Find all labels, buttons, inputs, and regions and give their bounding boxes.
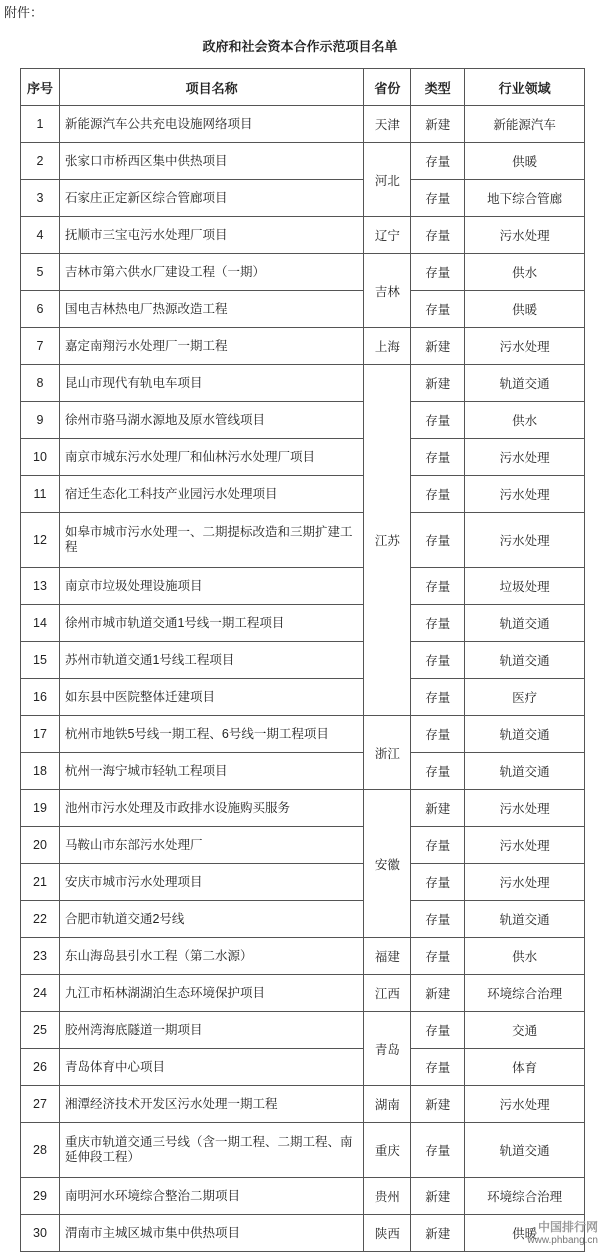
row-type: 存量 <box>411 1012 465 1049</box>
table-row <box>21 1012 585 1049</box>
row-industry: 轨道交通 <box>465 753 585 790</box>
row-type: 新建 <box>411 1086 465 1123</box>
row-project-name: 吉林市第六供水厂建设工程（一期） <box>59 254 363 291</box>
row-seq: 20 <box>21 827 60 864</box>
row-type: 存量 <box>411 642 465 679</box>
header-industry: 行业领域 <box>465 69 585 106</box>
row-seq: 9 <box>21 402 60 439</box>
row-industry: 污水处理 <box>465 790 585 827</box>
row-project-name: 抚顺市三宝屯污水处理厂项目 <box>59 217 363 254</box>
row-type: 存量 <box>411 402 465 439</box>
header-name: 项目名称 <box>59 69 363 106</box>
header-seq: 序号 <box>21 69 60 106</box>
row-project-name: 徐州市骆马湖水源地及原水管线项目 <box>59 402 363 439</box>
table-row <box>21 180 585 217</box>
row-type: 存量 <box>411 716 465 753</box>
row-project-name: 马鞍山市东部污水处理厂 <box>59 827 363 864</box>
row-project-name: 杭州一海宁城市轻轨工程项目 <box>59 753 363 790</box>
row-seq: 22 <box>21 901 60 938</box>
row-province: 重庆 <box>364 1123 411 1178</box>
table-row <box>21 1086 585 1123</box>
row-type: 新建 <box>411 106 465 143</box>
row-seq: 29 <box>21 1178 60 1215</box>
row-type: 存量 <box>411 679 465 716</box>
row-seq: 30 <box>21 1215 60 1252</box>
row-project-name: 杭州市地铁5号线一期工程、6号线一期工程项目 <box>59 716 363 753</box>
table-row <box>21 753 585 790</box>
row-seq: 26 <box>21 1049 60 1086</box>
row-type: 新建 <box>411 365 465 402</box>
row-project-name: 昆山市现代有轨电车项目 <box>59 365 363 402</box>
table-row <box>21 1049 585 1086</box>
row-seq: 2 <box>21 143 60 180</box>
row-industry: 供水 <box>465 254 585 291</box>
row-project-name: 南京市城东污水处理厂和仙林污水处理厂项目 <box>59 439 363 476</box>
row-type: 存量 <box>411 901 465 938</box>
row-project-name: 湘潭经济技术开发区污水处理一期工程 <box>59 1086 363 1123</box>
row-project-name: 东山海岛县引水工程（第二水源） <box>59 938 363 975</box>
row-type: 存量 <box>411 568 465 605</box>
row-type: 存量 <box>411 476 465 513</box>
table-row <box>21 568 585 605</box>
row-project-name: 青岛体育中心项目 <box>59 1049 363 1086</box>
row-type: 新建 <box>411 328 465 365</box>
row-industry: 地下综合管廊 <box>465 180 585 217</box>
table-row <box>21 679 585 716</box>
row-type: 存量 <box>411 439 465 476</box>
row-type: 存量 <box>411 1123 465 1178</box>
row-seq: 21 <box>21 864 60 901</box>
row-industry: 污水处理 <box>465 1086 585 1123</box>
row-seq: 10 <box>21 439 60 476</box>
row-seq: 24 <box>21 975 60 1012</box>
row-seq: 18 <box>21 753 60 790</box>
row-project-name: 南明河水环境综合整治二期项目 <box>59 1178 363 1215</box>
row-province: 上海 <box>364 328 411 365</box>
row-project-name: 重庆市轨道交通三号线（含一期工程、二期工程、南延伸段工程） <box>59 1123 363 1178</box>
row-project-name: 国电吉林热电厂热源改造工程 <box>59 291 363 328</box>
table-row <box>21 365 585 402</box>
row-type: 存量 <box>411 1049 465 1086</box>
row-industry: 污水处理 <box>465 513 585 568</box>
watermark-logo: 中国排行网 <box>537 1220 598 1234</box>
row-province: 贵州 <box>364 1178 411 1215</box>
row-seq: 25 <box>21 1012 60 1049</box>
table-row <box>21 402 585 439</box>
table-row <box>21 217 585 254</box>
row-type: 存量 <box>411 180 465 217</box>
row-industry: 体育 <box>465 1049 585 1086</box>
table-header-row <box>21 69 585 106</box>
row-province: 福建 <box>364 938 411 975</box>
row-project-name: 石家庄正定新区综合管廊项目 <box>59 180 363 217</box>
row-seq: 12 <box>21 513 60 568</box>
row-project-name: 南京市垃圾处理设施项目 <box>59 568 363 605</box>
row-seq: 3 <box>21 180 60 217</box>
header-type: 类型 <box>411 69 465 106</box>
row-industry: 污水处理 <box>465 827 585 864</box>
row-industry: 交通 <box>465 1012 585 1049</box>
row-industry: 污水处理 <box>465 439 585 476</box>
row-type: 存量 <box>411 827 465 864</box>
row-project-name: 如皋市城市污水处理一、二期提标改造和三期扩建工程 <box>59 513 363 568</box>
row-project-name: 胶州湾海底隧道一期项目 <box>59 1012 363 1049</box>
row-project-name: 徐州市城市轨道交通1号线一期工程项目 <box>59 605 363 642</box>
row-project-name: 安庆市城市污水处理项目 <box>59 864 363 901</box>
row-industry: 轨道交通 <box>465 901 585 938</box>
table-row <box>21 291 585 328</box>
row-type: 存量 <box>411 753 465 790</box>
row-province: 青岛 <box>364 1012 411 1086</box>
table-row <box>21 1123 585 1178</box>
row-project-name: 池州市污水处理及市政排水设施购买服务 <box>59 790 363 827</box>
row-industry: 供水 <box>465 938 585 975</box>
row-seq: 1 <box>21 106 60 143</box>
row-industry: 供水 <box>465 402 585 439</box>
row-province: 安徽 <box>364 790 411 938</box>
row-type: 存量 <box>411 605 465 642</box>
table-row <box>21 975 585 1012</box>
table-row <box>21 1178 585 1215</box>
row-province: 天津 <box>364 106 411 143</box>
row-seq: 8 <box>21 365 60 402</box>
row-seq: 14 <box>21 605 60 642</box>
row-industry: 轨道交通 <box>465 716 585 753</box>
row-type: 存量 <box>411 938 465 975</box>
header-province: 省份 <box>364 69 411 106</box>
row-province: 浙江 <box>364 716 411 790</box>
row-seq: 4 <box>21 217 60 254</box>
row-province: 陕西 <box>364 1215 411 1252</box>
table-row <box>21 476 585 513</box>
row-industry: 环境综合治理 <box>465 975 585 1012</box>
table-row <box>21 328 585 365</box>
row-industry: 污水处理 <box>465 328 585 365</box>
row-industry: 轨道交通 <box>465 642 585 679</box>
table-row <box>21 901 585 938</box>
row-project-name: 如东县中医院整体迁建项目 <box>59 679 363 716</box>
row-seq: 6 <box>21 291 60 328</box>
table-row <box>21 106 585 143</box>
row-industry: 环境综合治理 <box>465 1178 585 1215</box>
row-type: 新建 <box>411 790 465 827</box>
table-row <box>21 642 585 679</box>
row-project-name: 合肥市轨道交通2号线 <box>59 901 363 938</box>
table-row <box>21 254 585 291</box>
row-seq: 5 <box>21 254 60 291</box>
row-seq: 23 <box>21 938 60 975</box>
row-type: 新建 <box>411 975 465 1012</box>
row-industry: 供暖 <box>465 1215 585 1252</box>
row-industry: 污水处理 <box>465 217 585 254</box>
row-industry: 污水处理 <box>465 864 585 901</box>
table-row <box>21 790 585 827</box>
row-seq: 17 <box>21 716 60 753</box>
row-project-name: 苏州市轨道交通1号线工程项目 <box>59 642 363 679</box>
row-seq: 27 <box>21 1086 60 1123</box>
site-watermark <box>500 1221 598 1253</box>
row-industry: 供暖 <box>465 143 585 180</box>
row-industry: 垃圾处理 <box>465 568 585 605</box>
row-industry: 新能源汽车 <box>465 106 585 143</box>
table-row <box>21 513 585 568</box>
row-seq: 28 <box>21 1123 60 1178</box>
row-type: 存量 <box>411 217 465 254</box>
row-project-name: 嘉定南翔污水处理厂一期工程 <box>59 328 363 365</box>
table-row <box>21 864 585 901</box>
row-seq: 7 <box>21 328 60 365</box>
row-type: 新建 <box>411 1215 465 1252</box>
project-table <box>20 68 585 1252</box>
attachment-label: 附件： <box>4 5 44 20</box>
row-seq: 13 <box>21 568 60 605</box>
row-province: 吉林 <box>364 254 411 328</box>
table-row <box>21 143 585 180</box>
row-seq: 19 <box>21 790 60 827</box>
document-title: 政府和社会资本合作示范项目名单 <box>202 39 398 54</box>
row-province: 江苏 <box>364 365 411 716</box>
row-project-name: 渭南市主城区城市集中供热项目 <box>59 1215 363 1252</box>
row-project-name: 宿迁生态化工科技产业园污水处理项目 <box>59 476 363 513</box>
row-seq: 11 <box>21 476 60 513</box>
row-province: 湖南 <box>364 1086 411 1123</box>
row-type: 存量 <box>411 291 465 328</box>
table-row <box>21 716 585 753</box>
row-industry: 医疗 <box>465 679 585 716</box>
row-industry: 轨道交通 <box>465 1123 585 1178</box>
row-seq: 16 <box>21 679 60 716</box>
row-industry: 轨道交通 <box>465 365 585 402</box>
row-province: 河北 <box>364 143 411 217</box>
table-row <box>21 827 585 864</box>
watermark-url: www.phbang.cn <box>527 1235 598 1246</box>
row-industry: 污水处理 <box>465 476 585 513</box>
row-type: 存量 <box>411 143 465 180</box>
row-type: 存量 <box>411 864 465 901</box>
row-type: 新建 <box>411 1178 465 1215</box>
row-province: 辽宁 <box>364 217 411 254</box>
row-type: 存量 <box>411 513 465 568</box>
row-project-name: 新能源汽车公共充电设施网络项目 <box>59 106 363 143</box>
row-industry: 供暖 <box>465 291 585 328</box>
row-type: 存量 <box>411 254 465 291</box>
row-industry: 轨道交通 <box>465 605 585 642</box>
table-row <box>21 605 585 642</box>
table-row <box>21 439 585 476</box>
row-project-name: 九江市柘林湖湖泊生态环境保护项目 <box>59 975 363 1012</box>
row-seq: 15 <box>21 642 60 679</box>
row-province: 江西 <box>364 975 411 1012</box>
row-project-name: 张家口市桥西区集中供热项目 <box>59 143 363 180</box>
table-row <box>21 938 585 975</box>
